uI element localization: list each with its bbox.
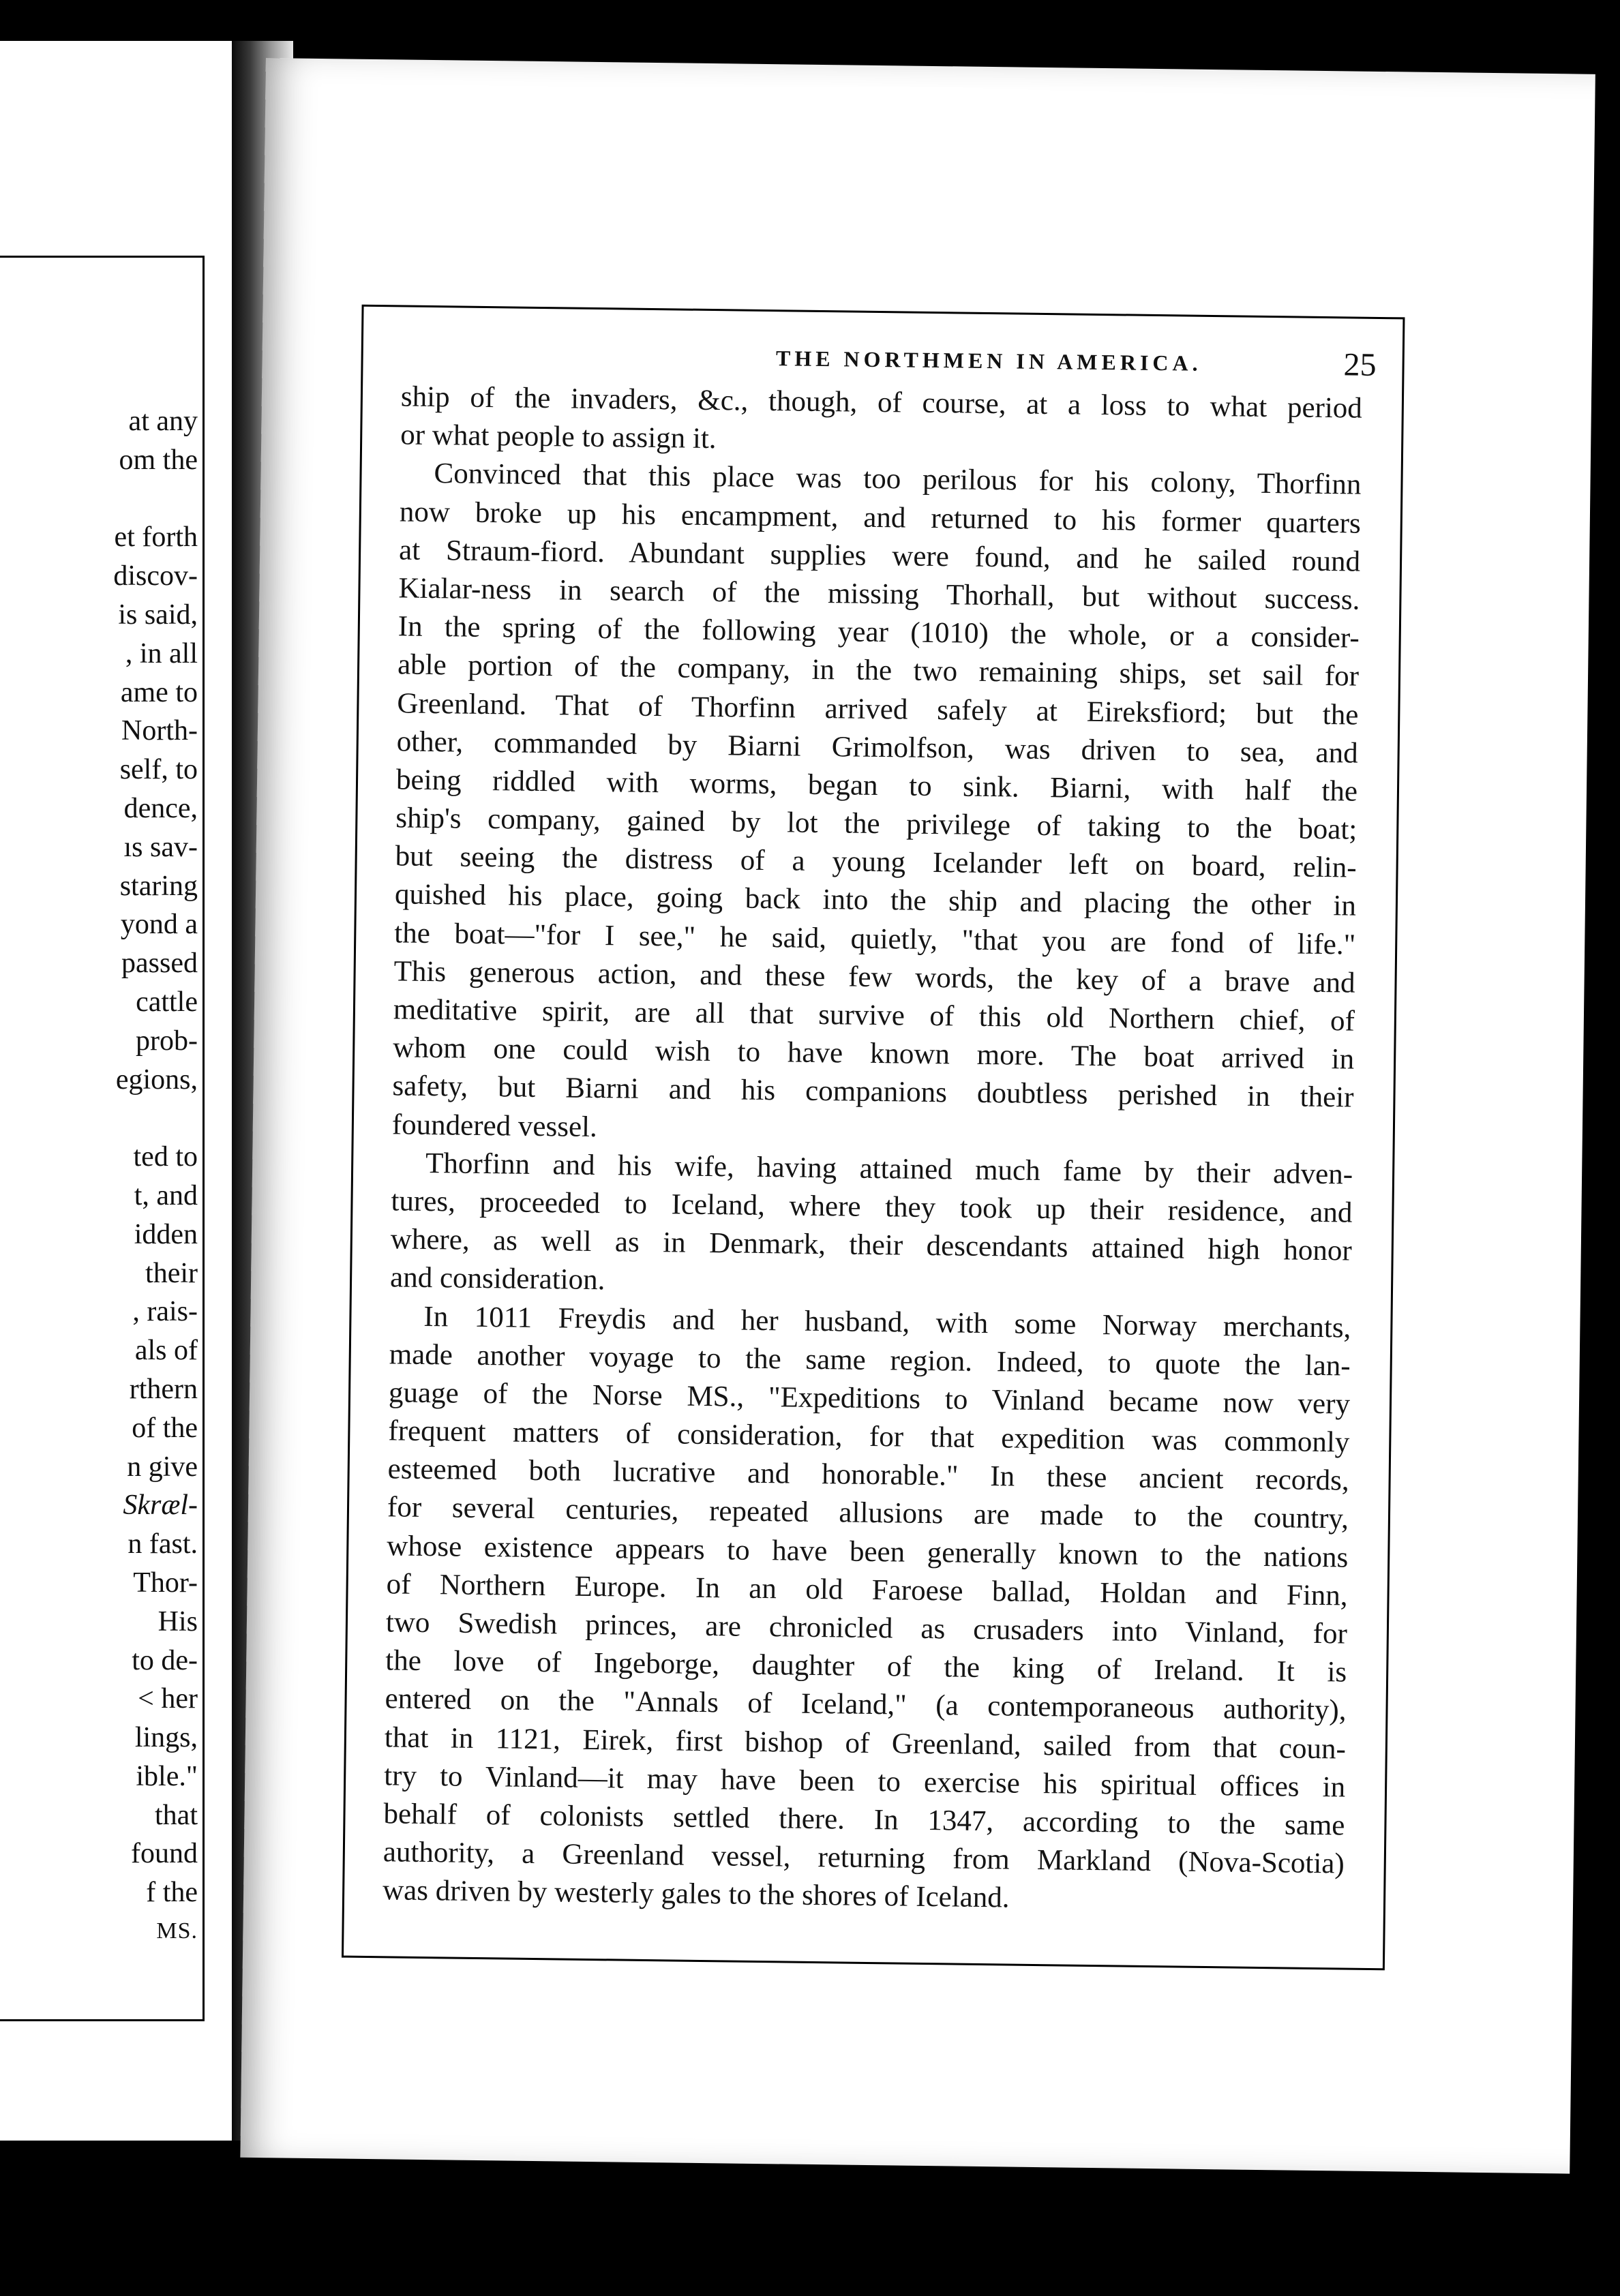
- body-line: was driven by westerly gales to the shores of Iceland.: [382, 1874, 1010, 1914]
- body-line: or what people to assign it.: [400, 419, 717, 455]
- body-line: that in 1121, Eirek, first bishop of Greenland, sailed from that coun-: [384, 1721, 1347, 1766]
- left-page-line: , in all: [125, 637, 198, 669]
- left-page-line: t, and: [134, 1179, 198, 1211]
- left-page-line: found: [131, 1838, 198, 1870]
- left-page-line: [20, 1099, 198, 1138]
- body-line: safety, but Biarni and his companions doubtless perished in their: [392, 1070, 1354, 1114]
- right-page-text-frame: [342, 305, 1405, 1971]
- right-page: [240, 58, 1595, 2174]
- left-page-line: < her: [138, 1683, 198, 1715]
- left-page-line: self, to: [119, 754, 198, 786]
- body-line: the boat—"for I see," he said, quietly, "that you are fond of life.": [394, 917, 1356, 961]
- left-page-line: yond a: [120, 909, 198, 941]
- left-page-line: dence,: [123, 792, 198, 824]
- left-page-line: lings,: [134, 1722, 198, 1754]
- body-line: try to Vinland—it may have been to exercise his spiritual offices in: [383, 1759, 1346, 1804]
- body-line: In 1011 Freydis and her husband, with some Norway merchants,: [423, 1300, 1351, 1344]
- left-page-line: is said,: [118, 599, 198, 631]
- left-page-line: ted to: [133, 1141, 198, 1173]
- body-line: whom one could wish to have known more. The boat arrived in: [392, 1031, 1355, 1076]
- body-line: Convinced that this place was too perilous for his colony, Thorfinn: [434, 457, 1362, 502]
- left-page-line: ıs sav-: [123, 831, 198, 863]
- body-line: where, as well as in Denmark, their descendants attained high honor: [390, 1223, 1353, 1267]
- body-line: In the spring of the following year (1010) the whole, or a consider-: [397, 610, 1360, 654]
- left-page-fragment: [0, 41, 232, 2141]
- body-line: made another voyage to the same region. Indeed, to quote the lan-: [389, 1338, 1351, 1383]
- body-line: meditative spirit, are all that survive of this old Northern chief, of: [393, 993, 1355, 1038]
- left-page-line: Skræl-: [123, 1490, 198, 1522]
- left-page-line: rthern: [129, 1373, 198, 1405]
- body-line: for several centuries, repeated allusions are made to the country,: [387, 1491, 1349, 1535]
- left-page-line: ame to: [120, 676, 198, 708]
- body-line: esteemed both lucrative and honorable." In these ancient records,: [387, 1453, 1349, 1497]
- body-line: guage of the Norse MS., "Expeditions to Vinland became now very: [388, 1376, 1351, 1421]
- body-line: whose existence appears to have been generally known to the nations: [387, 1529, 1349, 1574]
- left-page-line: to de-: [132, 1644, 198, 1676]
- left-page-line: idden: [134, 1218, 198, 1250]
- body-line: now broke up his encampment, and returned to his former quarters: [399, 496, 1362, 540]
- body-line: behalf of colonists settled there. In 1347, according to the same: [383, 1798, 1345, 1842]
- left-page-line: MS.: [156, 1918, 198, 1944]
- left-page-line: f the: [146, 1877, 198, 1909]
- body-line: foundered vessel.: [391, 1108, 598, 1143]
- left-page-line: passed: [121, 948, 198, 980]
- left-page-line: n give: [127, 1451, 198, 1483]
- body-line: tures, proceeded to Iceland, where they took up their residence, and: [391, 1185, 1353, 1229]
- left-page-line: of the: [132, 1412, 198, 1444]
- left-page-line: , rais-: [132, 1296, 198, 1328]
- left-page-line: their: [145, 1257, 198, 1289]
- body-text: [382, 378, 1362, 1922]
- body-line: This generous action, and these few words, the key of a brave and: [393, 955, 1355, 999]
- body-line: ship of the invaders, &c., though, of course, at a loss to what period: [400, 380, 1363, 425]
- body-line: two Swedish princes, are chronicled as crusaders into Vinland, for: [385, 1606, 1348, 1650]
- body-line: frequent matters of consideration, for that expedition was commonly: [388, 1415, 1350, 1459]
- body-line: being riddled with worms, began to sink. Biarni, with half the: [395, 764, 1358, 808]
- left-page-line: om the: [119, 444, 198, 476]
- left-page-line: ible.": [136, 1760, 198, 1792]
- body-line: at Straum-fiord. Abundant supplies were found, and he sailed round: [398, 534, 1361, 578]
- left-page-line: prob-: [136, 1025, 198, 1057]
- page-number: 25: [1343, 346, 1377, 383]
- left-page-line: North-: [121, 715, 198, 747]
- body-line: able portion of the company, in the two remaining ships, set sail for: [397, 648, 1360, 693]
- body-line: Thorfinn and his wife, having attained much fame by their adven-: [425, 1147, 1353, 1191]
- left-page-line: cattle: [136, 986, 198, 1018]
- left-page-line: His: [158, 1605, 198, 1637]
- left-page-line: staring: [119, 870, 198, 902]
- left-page-line: at any: [128, 406, 198, 437]
- body-line: Greenland. That of Thorfinn arrived safely at Eireksfiord; but the: [397, 686, 1359, 731]
- left-page-line: discov-: [113, 560, 198, 592]
- body-line: and consideration.: [389, 1261, 605, 1297]
- left-page-line: n fast.: [127, 1528, 198, 1560]
- left-page-line: that: [155, 1799, 198, 1831]
- left-page-line: egions,: [115, 1063, 198, 1096]
- body-line: authority, a Greenland vessel, returning from Markland (Nova-Scotia): [382, 1836, 1345, 1880]
- body-line: of Northern Europe. In an old Faroese ballad, Holdan and Finn,: [386, 1568, 1348, 1612]
- body-line: other, commanded by Biarni Grimolfson, was driven to sea, and: [396, 725, 1358, 770]
- left-page-line: [20, 480, 198, 519]
- left-page-line: et forth: [114, 522, 198, 554]
- body-line: ship's company, gained by lot the privilege of taking to the boat;: [395, 802, 1358, 846]
- left-page-text: [20, 402, 198, 1951]
- left-page-line: als of: [134, 1335, 198, 1367]
- body-line: the love of Ingeborge, daughter of the king of Ireland. It is: [385, 1644, 1347, 1689]
- body-line: Kialar-ness in search of the missing Thorhall, but without success.: [398, 572, 1360, 616]
- running-head: THE NORTHMEN IN AMERICA.: [775, 346, 1202, 376]
- body-line: quished his place, going back into the ship and placing the other in: [394, 878, 1357, 923]
- body-line: entered on the "Annals of Iceland," (a contemporaneous authority),: [385, 1682, 1347, 1727]
- body-line: but seeing the distress of a young Icelander left on board, relin-: [395, 840, 1357, 884]
- left-page-line: Thor-: [133, 1567, 198, 1599]
